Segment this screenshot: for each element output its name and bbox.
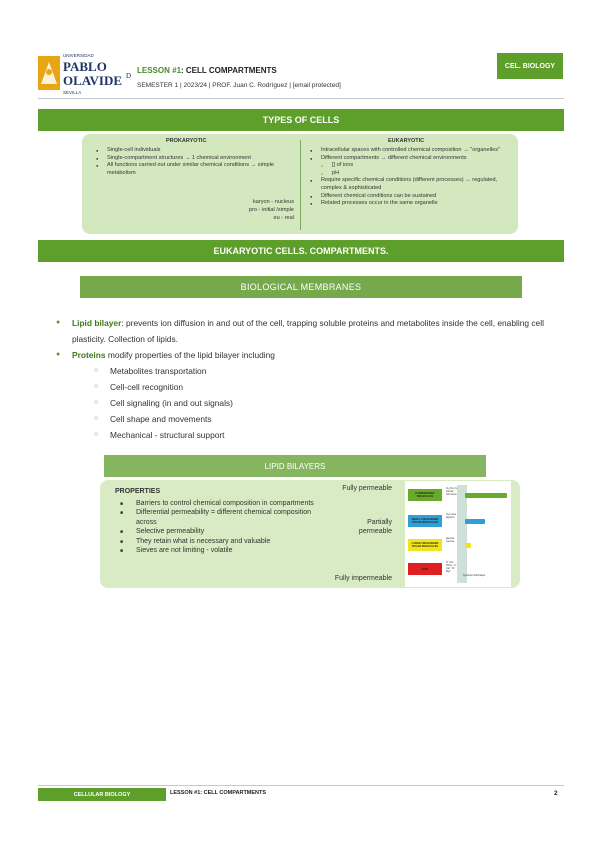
properties-heading: PROPERTIES [115,488,161,495]
footer-divider [38,785,564,786]
prokaryotic-list [96,147,296,177]
list-item: ■ Sieves are not limiting - volatile [112,546,322,555]
university-logo [38,50,134,96]
list-subitem: ○ Cell shape and movements [72,411,556,427]
footer-course-tab: CELLULAR BIOLOGY [38,788,166,801]
arrow-small-polar [465,519,485,524]
list-subitem: ○ Mechanical - structural support [72,427,556,443]
arrow-hydrophobic [465,493,507,498]
list-item: ■ Barriers to control chemical composition in compartments [112,499,322,508]
term-proteins: Proteins [72,350,106,360]
list-item: ■ Differential permeability = different chemical composition across [112,508,322,527]
logo-name-1: PABLO [63,59,107,74]
label-fully-permeable: Fully permeable [342,485,392,492]
diagram-text-large-polar: glucose sucrose [446,537,455,543]
list-item: ● Different compartments → different chemical environments [310,155,514,163]
term-lipid-bilayer: Lipid bilayer [72,318,122,328]
membrane-components-list [56,315,556,443]
footer-lesson: LESSON #1: CELL COMPARTMENTS [170,790,267,796]
permeability-diagram [405,481,511,587]
diagram-text-hydrophobic: O₂ CO₂ N₂ steroid hormones [446,487,458,496]
lesson-topic: : CELL COMPARTMENTS [181,66,277,75]
label-fully-impermeable: Fully impermeable [334,575,392,582]
list-subitem: ○ Metabolites transportation [72,363,556,379]
list-item: ● All functions carried out under similar chemical conditions → simple metabolism [96,162,296,177]
list-subitem: ○ pH [310,170,514,178]
label-partially: Partially [367,519,392,526]
logo-bottom-text: SEVILLA [63,90,82,95]
lesson-label: LESSON #1 [137,66,182,75]
list-item-proteins [56,347,556,443]
proteins-text: modify properties of the lipid bilayer including [105,350,275,360]
list-item: ■ Selective permeability [112,527,322,536]
diagram-text-ions: H⁺ Na⁺ HCO₃⁻ K⁺ Ca²⁺ Cl⁻ Mg²⁺ [446,561,458,573]
list-subitem: ○ [] of ions [310,162,514,170]
header-divider [38,98,564,99]
types-of-cells-panel [82,134,518,234]
diagram-label-small-polar: SMALL UNCHARGED POLAR MOLECULES [408,515,442,527]
diagram-caption: Synthetic lipid bilayer [463,574,486,577]
subject-badge: CEL. BIOLOGY [497,53,563,79]
eukaryotic-heading: EUKARYOTIC [388,138,425,144]
diagram-text-small-polar: H₂O urea glycerol [446,513,456,519]
list-item: ● Single-compartment structures → 1 chemical environment [96,155,296,163]
logo-mark: D [126,72,132,80]
list-item: ● Single-cell individuals [96,147,296,155]
section-title-types-of-cells: TYPES OF CELLS [38,109,564,131]
etymology-terms [142,199,294,222]
lipid-colon: : [121,318,124,328]
term-pro: pro - initial /simple [248,206,294,213]
diagram-label-large-polar: LARGE UNCHARGED POLAR MOLECULES [408,539,442,551]
diagram-label-hydrophobic: HYDROPHOBIC MOLECULES [408,489,442,501]
label-permeable: permeable [358,528,392,535]
label-partially-permeable [328,518,392,536]
subsection-title-lipid-bilayers: LIPID BILAYERS [104,455,486,477]
list-item: ● Related processes occur in the same organelle [310,200,514,208]
lesson-title [137,66,277,75]
list-subitem: ○ Cell-cell recognition [72,379,556,395]
list-item: ● Require specific chemical conditions (different processes) → regulated, complex & sophisticated [310,177,514,192]
properties-list [112,499,322,555]
prokaryotic-heading: PROKARYOTIC [166,138,207,144]
arrow-large-polar [465,543,471,548]
list-subitem: ○ Cell signaling (in and out signals) [72,395,556,411]
lipid-bilayer-text: prevents ion diffusion in and out of the cell, trapping soluble proteins and metabolites inside the cell, enabling cell plasticity. Collection of lipids. [72,318,544,344]
column-divider [300,140,301,230]
list-item-lipid-bilayer [56,315,556,347]
diagram-label-ions: IONS [408,563,442,575]
subsection-title-membranes: BIOLOGICAL MEMBRANES [80,276,522,298]
list-item: ■ They retain what is necessary and valuable [112,537,322,546]
protein-functions-list [72,363,556,443]
term-karyon: karyon - nucleus [252,199,294,205]
term-eu: eu - real [273,214,294,221]
list-item: ● Different chemical conditions can be sustained [310,193,514,201]
logo-name-2: OLAVIDE [63,73,123,88]
list-item: ● Intracellular spaces with controlled chemical composition → "organelles" [310,147,514,155]
eukaryotic-list [310,147,514,208]
lesson-meta: SEMESTER 1 | 2023/24 | PROF. Juan C. Rodríguez | [email protected] [137,82,341,89]
section-title-eukaryotic: EUKARYOTIC CELLS. COMPARTMENTS. [38,240,564,262]
logo-top-text: UNIVERSIDAD [63,53,94,58]
page-number: 2 [554,790,558,797]
